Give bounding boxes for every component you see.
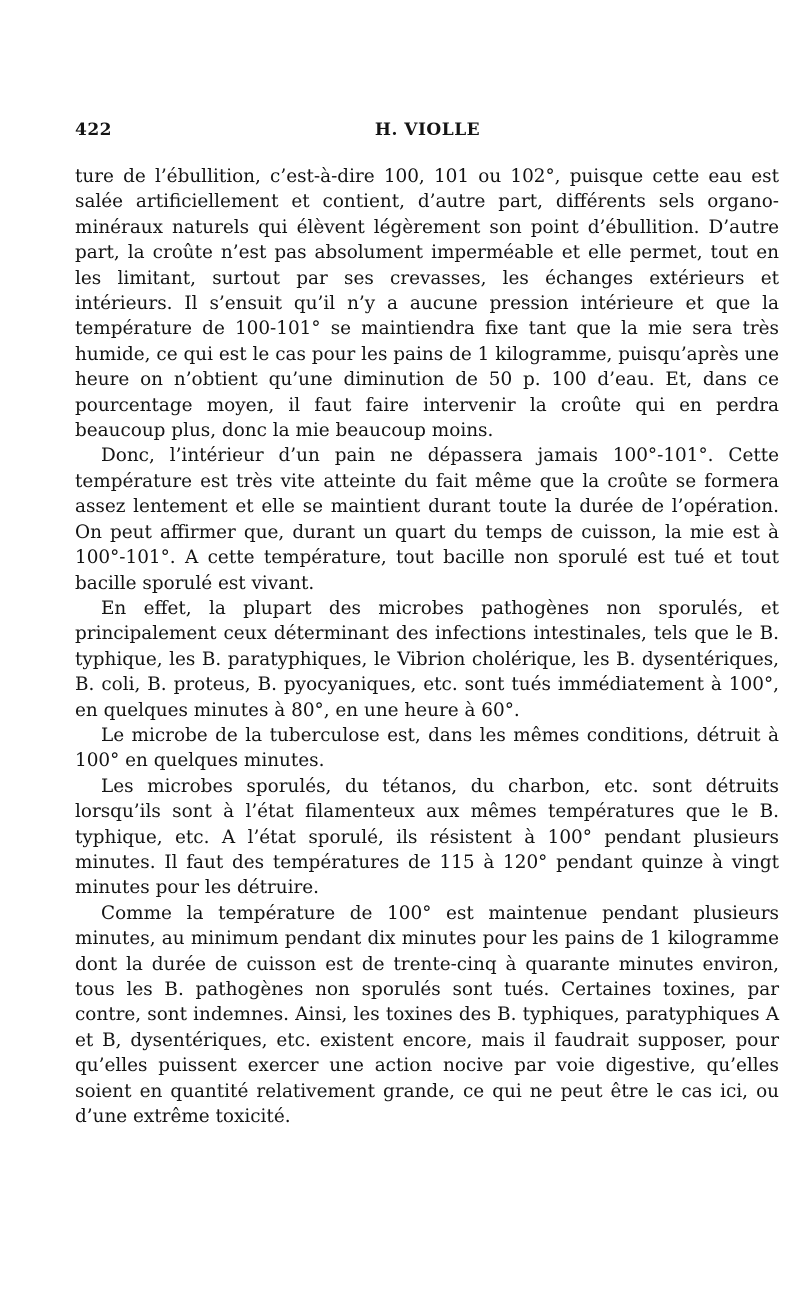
page-number: 422 <box>75 120 112 140</box>
paragraph: Le microbe de la tuberculose est, dans les mêmes conditions, détruit à 100° en quelques minutes. <box>75 724 779 772</box>
paragraph: Les microbes sporulés, du tétanos, du charbon, etc. sont détruits lorsqu’ils sont à l’état filamenteux aux mêmes températures que le B. typhique, etc. A l’état sporulé, ils résistent à 100° pendant plusieurs minutes. Il faut des températures de 115 à 120° pendant quinze à vingt minutes pour les détruire. <box>75 775 779 899</box>
running-title: H. VIOLLE <box>374 120 481 140</box>
running-head <box>75 120 780 146</box>
body-text <box>75 164 779 1129</box>
paragraph: En effet, la plupart des microbes pathogènes non sporulés, et principalement ceux déterminant des infections intestinales, tels que le B. typhique, les B. paratyphiques, le Vibrion cholérique, les B. dysentériques, B. coli, B. proteus, B. pyocyaniques, etc. sont tués immédiatement à 100°, en quelques minutes à 80°, en une heure à 60°. <box>75 597 779 721</box>
paragraph: Donc, l’intérieur d’un pain ne dépassera jamais 100°-101°. Cette température est très vite atteinte du fait même que la croûte se formera assez lentement et elle se maintient durant toute la durée de l’opération. On peut affirmer que, durant un quart du temps de cuisson, la mie est à 100°-101°. A cette température, tout bacille non sporulé est tué et tout bacille sporulé est vivant. <box>75 445 779 594</box>
paragraph-continuation: ture de l’ébullition, c’est-à-dire 100, 101 ou 102°, puisque cette eau est salée artificiellement et contient, d’autre part, différents sels organo-minéraux naturels qui élèvent légèrement son point d’ébullition. D’autre part, la croûte n’est pas absolument imperméable et elle permet, tout en les limitant, surtout par ses crevasses, les échanges extérieurs et intérieurs. Il s’ensuit qu’il n’y a aucune pression intérieure et que la température de 100-101° se maintiendra fixe tant que la mie sera très humide, ce qui est le cas pour les pains de 1 kilogramme, puisqu’après une heure on n’obtient qu’une diminution de 50 p. 100 d’eau. Et, dans ce pourcentage moyen, il faut faire intervenir la croûte qui en perdra beaucoup plus, donc la mie beaucoup moins. <box>75 166 779 442</box>
paragraph: Comme la température de 100° est maintenue pendant plusieurs minutes, au minimum pendant dix minutes pour les pains de 1 kilogramme dont la durée de cuisson est de trente-cinq à quarante minutes environ, tous les B. pathogènes non sporulés sont tués. Certaines toxines, par contre, sont indemnes. Ainsi, les toxines des B. typhiques, paratyphiques A et B, dysentériques, etc. existent encore, mais il faudrait supposer, pour qu’elles puissent exercer une action nocive par voie digestive, qu’elles soient en quantité relativement grande, ce qui ne peut être le cas ici, ou d’une extrême toxicité. <box>75 902 779 1128</box>
